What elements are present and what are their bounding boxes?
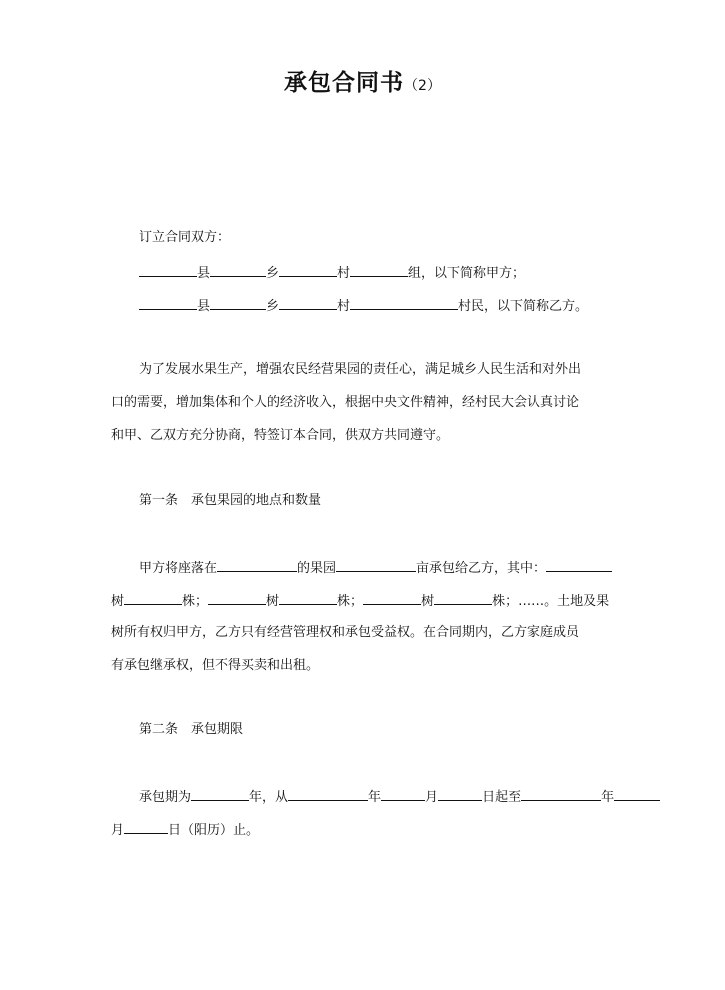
village-label: 村 bbox=[337, 299, 351, 314]
blank-field bbox=[521, 787, 601, 801]
article-2-line bbox=[111, 820, 259, 840]
title-number: （2） bbox=[404, 78, 441, 94]
blank-field bbox=[124, 591, 182, 605]
blank-field bbox=[208, 591, 266, 605]
blank-field bbox=[381, 787, 425, 801]
article-1-line: 树所有权归甲方，乙方只有经营管理权和承包受益权。在合同期内，乙方家庭成员 bbox=[111, 625, 580, 640]
text-fragment: 月 bbox=[425, 790, 439, 805]
blank-field bbox=[217, 558, 297, 572]
article-1-line: 有承包继承权，但不得买卖和出租。 bbox=[111, 658, 320, 673]
blank-field bbox=[210, 263, 266, 277]
preamble-line: 和甲、乙双方充分协商，特签订本合同，供双方共同遵守。 bbox=[111, 428, 450, 443]
blank-field bbox=[336, 558, 416, 572]
blank-field bbox=[438, 787, 482, 801]
article-2-heading: 第二条 承包期限 bbox=[139, 722, 244, 737]
title-text: 承包合同书 bbox=[284, 70, 405, 96]
preamble-line: 口的需要，增加集体和个人的经济收入，根据中央文件精神，经村民大会认真讨论 bbox=[111, 395, 580, 410]
blank-field bbox=[210, 296, 266, 310]
text-fragment: 年，从 bbox=[249, 790, 289, 805]
text-fragment: 月 bbox=[111, 823, 125, 838]
text-fragment: 年 bbox=[601, 790, 615, 805]
county-label: 县 bbox=[197, 266, 211, 281]
article-1-line bbox=[111, 591, 609, 611]
village-label: 村 bbox=[337, 266, 351, 281]
villager-label: 村民，以下简称乙方。 bbox=[458, 299, 589, 314]
article-1-line bbox=[139, 558, 612, 578]
text-fragment: 日（阳历）止。 bbox=[168, 823, 260, 838]
text-fragment: 树 bbox=[421, 594, 435, 609]
text-fragment: 亩承包给乙方，其中： bbox=[416, 561, 547, 576]
text-fragment: 株；……。土地及果 bbox=[492, 594, 610, 609]
text-fragment: 的果园 bbox=[297, 561, 337, 576]
text-fragment: 株； bbox=[182, 594, 209, 609]
blank-field bbox=[191, 787, 249, 801]
blank-field bbox=[546, 558, 612, 572]
county-label: 县 bbox=[197, 299, 211, 314]
town-label: 乡 bbox=[266, 299, 280, 314]
blank-field bbox=[614, 787, 660, 801]
party-a-line bbox=[139, 263, 525, 283]
blank-field bbox=[139, 296, 197, 310]
blank-field bbox=[288, 787, 368, 801]
parties-heading: 订立合同双方： bbox=[139, 230, 231, 245]
blank-field bbox=[139, 263, 197, 277]
blank-field bbox=[434, 591, 492, 605]
text-fragment: 日起至 bbox=[482, 790, 522, 805]
text-fragment: 株； bbox=[337, 594, 364, 609]
blank-field bbox=[350, 263, 408, 277]
blank-field bbox=[279, 591, 337, 605]
blank-field bbox=[279, 263, 337, 277]
page-title bbox=[0, 64, 725, 97]
text-fragment: 树 bbox=[111, 594, 125, 609]
blank-field bbox=[279, 296, 337, 310]
text-fragment: 树 bbox=[266, 594, 280, 609]
party-b-line bbox=[139, 296, 588, 316]
blank-field bbox=[350, 296, 458, 310]
group-label: 组，以下简称甲方； bbox=[408, 266, 526, 281]
blank-field bbox=[363, 591, 421, 605]
article-2-line bbox=[139, 787, 660, 807]
town-label: 乡 bbox=[266, 266, 280, 281]
text-fragment: 年 bbox=[368, 790, 382, 805]
blank-field bbox=[124, 820, 168, 834]
preamble-line: 为了发展水果生产，增强农民经营果园的责任心，满足城乡人民生活和对外出 bbox=[139, 362, 582, 377]
article-1-heading: 第一条 承包果园的地点和数量 bbox=[139, 493, 322, 508]
text-fragment: 承包期为 bbox=[139, 790, 192, 805]
text-fragment: 甲方将座落在 bbox=[139, 561, 218, 576]
